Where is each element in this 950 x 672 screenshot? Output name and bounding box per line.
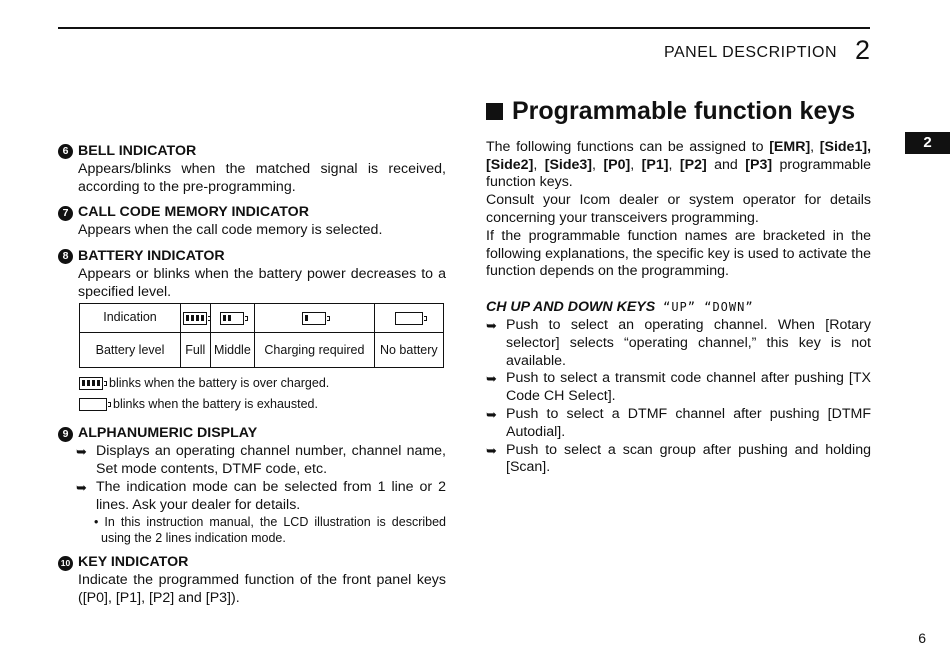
header-rule	[58, 27, 870, 29]
table-cell: Full	[181, 333, 211, 368]
section-body: Indicate the programmed function of the front panel keys ([P0], [P1], [P2] and [P3]).	[78, 572, 446, 606]
arrow-bullet-icon: ➥	[486, 442, 497, 458]
list-item: ➥ The indication mode can be selected from 1 line or 2 lines. Ask your dealer for details.	[76, 478, 446, 513]
section-title: CALL CODE MEMORY INDICATOR	[78, 204, 309, 221]
right-column	[486, 97, 872, 477]
alphanumeric-display-section	[58, 425, 446, 546]
arrow-bullet-icon: ➥	[76, 479, 87, 495]
item-number-badge: 8	[58, 249, 73, 264]
paragraph: Consult your Icom dealer or system operator for details concerning your transceivers programming.	[486, 192, 871, 226]
battery-note	[79, 394, 446, 415]
battery-middle-icon	[210, 304, 255, 333]
bell-indicator-section	[58, 143, 446, 196]
section-title: BATTERY INDICATOR	[78, 247, 225, 264]
list-item: ➥ Displays an operating channel number, channel name, Set mode contents, DTMF code, etc.	[76, 443, 446, 477]
item-number-badge: 7	[58, 206, 73, 221]
section-body: Appears when the call code memory is selected.	[78, 222, 383, 239]
table-cell: No battery	[374, 333, 443, 368]
arrow-bullet-icon: ➥	[486, 406, 497, 422]
square-bullet-icon	[486, 103, 503, 120]
note-text: blinks when the battery is over charged.	[109, 375, 330, 390]
chapter-number: 2	[854, 35, 870, 65]
arrow-bullet-icon: ➥	[76, 444, 87, 460]
call-code-section	[58, 204, 446, 240]
section-title: ALPHANUMERIC DISPLAY	[78, 425, 258, 442]
battery-indicator-section	[58, 248, 446, 415]
section-heading: Programmable function keys	[486, 103, 871, 121]
battery-full-icon	[79, 377, 103, 390]
table-cell: Middle	[210, 333, 255, 368]
battery-empty-icon	[374, 304, 443, 333]
page-number: 6	[918, 630, 926, 646]
list-item: ➥ Push to select an operating channel. When [Rotary selector] selects “operating channel,” this key is not available.	[486, 316, 871, 369]
section-body: Appears or blinks when the battery power decreases to a specified level.	[78, 265, 446, 300]
table-row-label: Battery level	[80, 333, 181, 368]
table-row-label: Indication	[80, 304, 181, 333]
sub-note: • In this instruction manual, the LCD illustration is described using the 2 lines indication mode.	[94, 515, 446, 546]
table-cell: Charging required	[255, 333, 374, 368]
intro-paragraph: The following functions can be assigned to [EMR], [Side1], [Side2], [Side3], [P0], [P1], [P2] and [P3] programmable function keys.	[486, 138, 872, 191]
item-number-badge: 10	[58, 556, 73, 571]
section-title: KEY INDICATOR	[78, 554, 189, 571]
lcd-label: “UP” “DOWN”	[663, 300, 754, 315]
battery-low-icon	[255, 304, 374, 333]
battery-empty-icon	[79, 398, 107, 411]
arrow-bullet-icon: ➥	[486, 371, 497, 387]
page-title: PANEL DESCRIPTION	[664, 44, 837, 61]
chapter-side-tab: 2	[905, 132, 950, 154]
note-text: blinks when the battery is exhausted.	[113, 396, 318, 411]
ch-keys-heading: CH UP AND DOWN KEYS “UP” “DOWN”	[486, 299, 754, 316]
key-indicator-section	[58, 554, 446, 607]
list-item: ➥ Push to select a transmit code channel after pushing [TX Code CH Select].	[486, 370, 871, 405]
item-number-badge: 9	[58, 427, 73, 442]
left-column	[58, 143, 446, 616]
list-item: ➥ Push to select a DTMF channel after pushing [DTMF Autodial].	[486, 405, 871, 440]
arrow-bullet-icon: ➥	[486, 317, 497, 333]
list-item: ➥ Push to select a scan group after pushing and holding [Scan].	[486, 441, 871, 476]
battery-level-table	[79, 303, 444, 368]
section-title: BELL INDICATOR	[78, 143, 197, 159]
paragraph: If the programmable function names are bracketed in the following explanations, the specific key is used to activate the function depends on the programming.	[486, 227, 871, 280]
section-body: Appears/blinks when the matched signal is received, according to the pre-programming.	[78, 160, 446, 195]
battery-full-icon	[181, 304, 211, 333]
battery-note	[79, 373, 446, 394]
item-number-badge: 6	[58, 144, 73, 159]
